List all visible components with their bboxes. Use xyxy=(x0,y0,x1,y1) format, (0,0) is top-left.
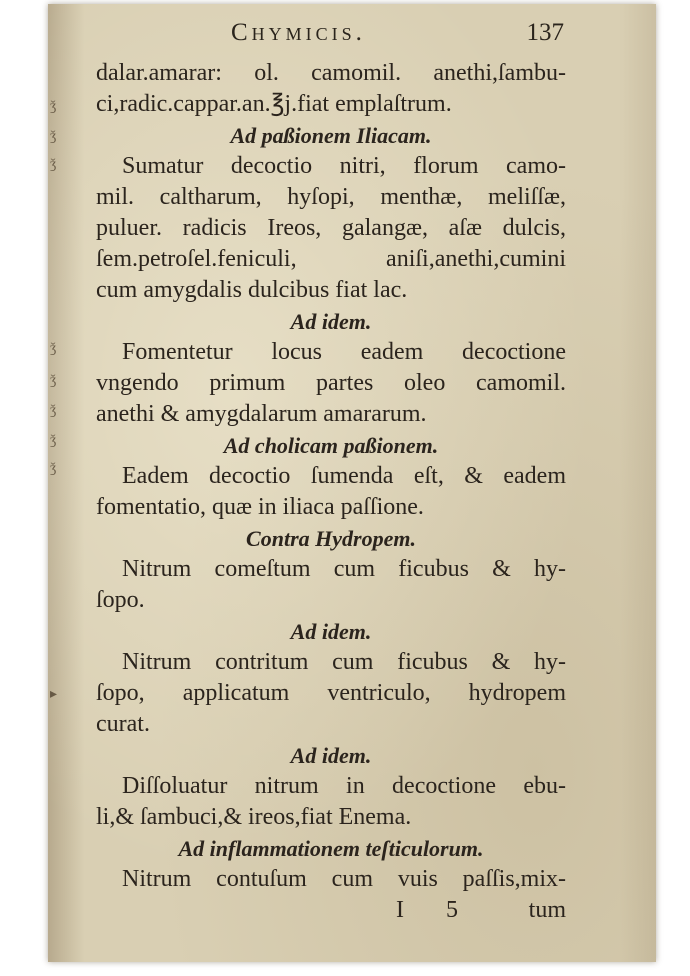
text-line: ci,radic.cappar.an.℥j.fiat emplaſtrum. xyxy=(96,91,452,117)
section-heading: Ad idem. xyxy=(290,309,372,334)
text-line: ſopo. xyxy=(96,587,145,613)
section-heading: Contra Hydropem. xyxy=(246,526,416,551)
section-heading: Ad cholicam paßionem. xyxy=(223,433,439,458)
text-line: dalar.amarar: ol. camomil. anethi,ſambu- xyxy=(96,60,566,86)
section-heading: Ad idem. xyxy=(290,743,372,768)
bleed-through-mark: ▸ xyxy=(50,687,58,702)
section-heading: Ad paßionem Iliacam. xyxy=(230,123,432,148)
bleed-through-mark: ǯ xyxy=(50,403,57,418)
bleed-through-mark: ǯ xyxy=(50,433,57,448)
catchword: tum xyxy=(528,897,566,923)
text-line: anethi & amygdalarum amararum. xyxy=(96,401,427,427)
bleed-through-mark: ǯ xyxy=(50,373,57,388)
section-heading: Ad inflammationem teſticulorum. xyxy=(178,836,484,861)
text-line: li,& ſambuci,& ireos,fiat Enema. xyxy=(96,804,412,830)
bleed-through-mark: ǯ xyxy=(50,341,57,356)
running-title: Chymicis. xyxy=(231,19,366,46)
text-line: puluer. radicis Ireos, galangæ, aſæ dulcis, xyxy=(96,215,566,241)
text-line: Fomentetur locus eadem decoctione xyxy=(122,339,566,365)
page-number: 137 xyxy=(526,19,564,46)
page-header xyxy=(96,17,566,51)
page-footer xyxy=(96,895,566,926)
text-line: vngendo primum partes oleo camomil. xyxy=(96,370,566,396)
text-line: Nitrum contritum cum ficubus & hy- xyxy=(122,649,566,675)
bleed-through-mark: ǯ xyxy=(50,129,57,144)
text-line: ſopo, applicatum ventriculo, hydropem xyxy=(96,680,566,706)
text-line: mil. caltharum, hyſopi, menthæ, meliſſæ, xyxy=(96,184,566,210)
text-line: Eadem decoctio ſumenda eſt, & eadem xyxy=(122,463,566,489)
text-line: Diſſoluatur nitrum in decoctione ebu- xyxy=(122,773,566,799)
text-line: cum amygdalis dulcibus fiat lac. xyxy=(96,277,408,303)
section-heading: Ad idem. xyxy=(290,619,372,644)
text-line: Nitrum comeſtum cum ficubus & hy- xyxy=(122,556,566,582)
signature-mark: I 5 xyxy=(396,897,476,923)
text-line: ſem.petroſel.feniculi, aniſi,anethi,cumini xyxy=(96,246,566,272)
bleed-through-mark: ǯ xyxy=(50,157,57,172)
text-line: curat. xyxy=(96,711,150,737)
bleed-through-mark: ǯ xyxy=(50,461,57,476)
text-line: Sumatur decoctio nitri, florum camo- xyxy=(122,153,566,179)
bleed-through-mark: ǯ xyxy=(50,99,57,114)
text-line: Nitrum contuſum cum vuis paſſis,mix- xyxy=(122,866,566,892)
text-line: fomentatio, quæ in iliaca paſſione. xyxy=(96,494,424,520)
text-block xyxy=(96,58,566,926)
